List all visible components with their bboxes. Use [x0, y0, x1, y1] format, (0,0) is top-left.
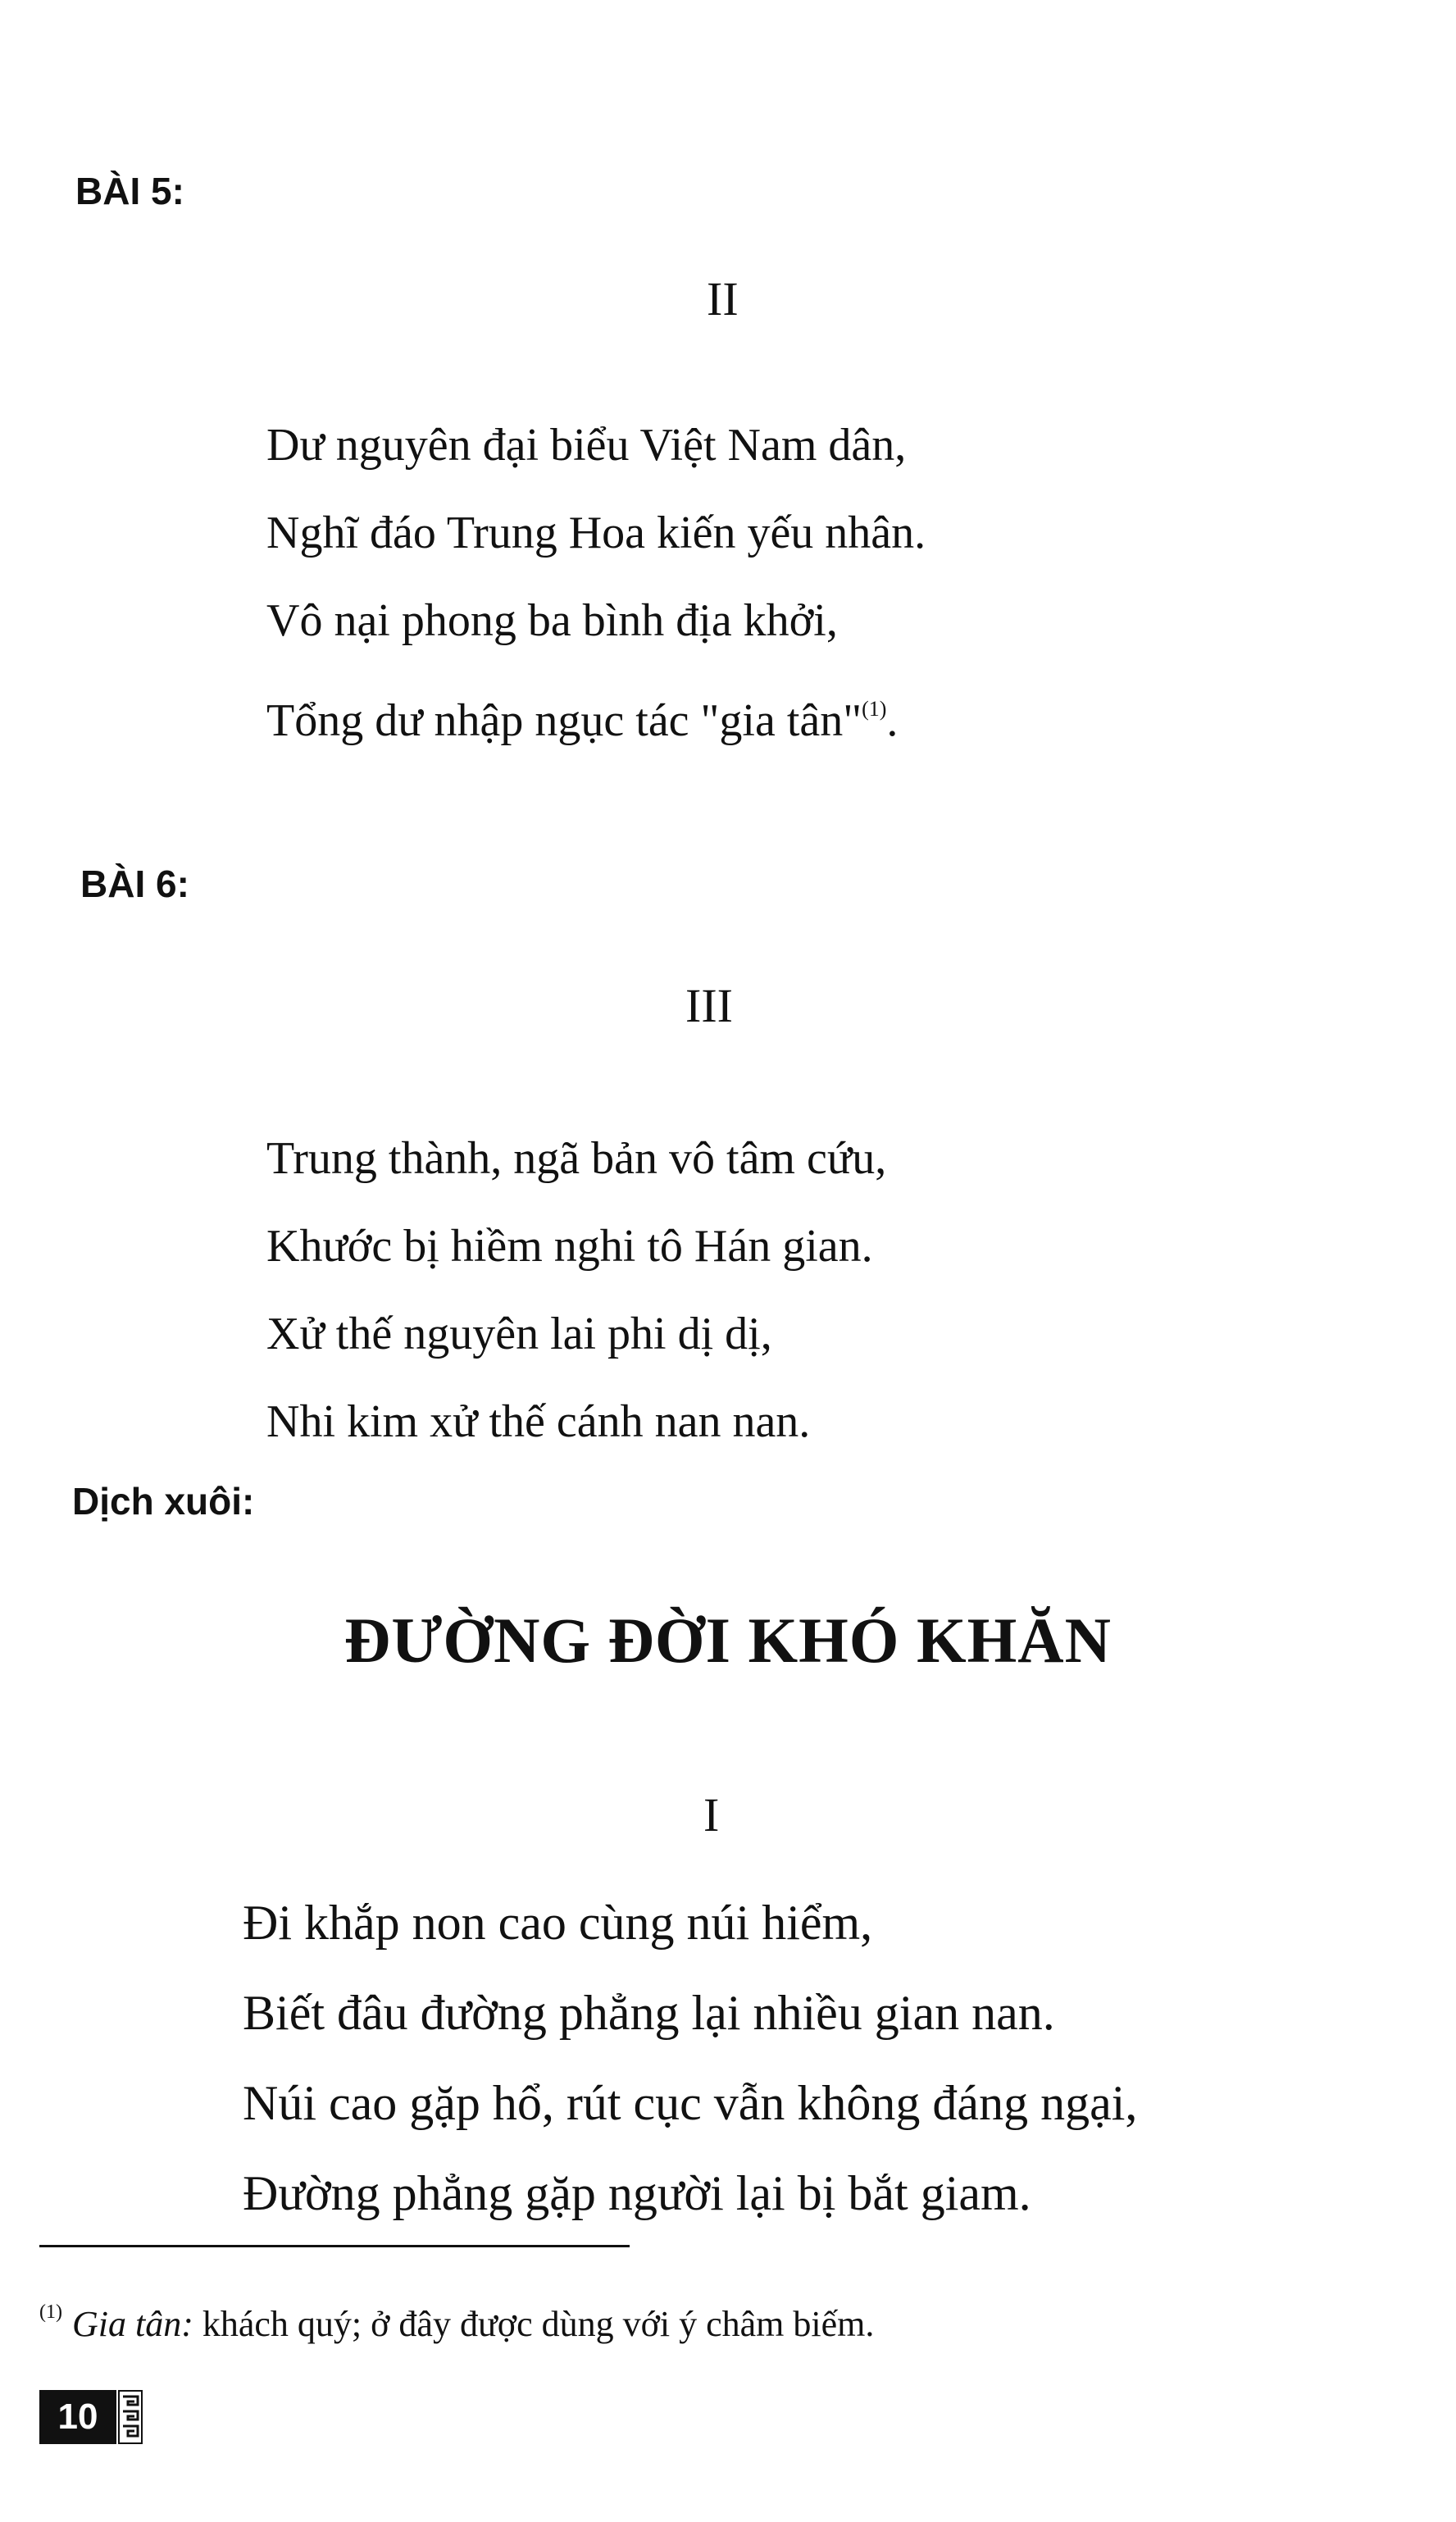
poem-line: Biết đâu đường phẳng lại nhiều gian nan. — [243, 1986, 1055, 2040]
footnote — [39, 2302, 874, 2342]
poem-line: Núi cao gặp hổ, rút cục vẫn không đáng ngại, — [243, 2076, 1138, 2130]
bai5-numeral: II — [707, 272, 739, 325]
poem-line: Vô nại phong ba bình địa khởi, — [266, 595, 838, 646]
bai6-label: BÀI 6: — [80, 863, 189, 905]
poem-line-punct: . — [886, 695, 899, 746]
translation-poem — [243, 1878, 1137, 2238]
page-number: 10 — [39, 2390, 116, 2444]
poem-line: Khước bị hiềm nghi tô Hán gian. — [266, 1221, 873, 1272]
footnote-ref: (1) — [862, 697, 887, 721]
translation-numeral: I — [703, 1788, 720, 1841]
poem5 — [266, 402, 926, 765]
footnote-marker: (1) — [39, 2301, 62, 2323]
bai5-label: BÀI 5: — [75, 170, 184, 212]
bai6-numeral: III — [685, 979, 733, 1032]
page-ornament-icon — [118, 2390, 143, 2444]
poem-line: Đi khắp non cao cùng núi hiểm, — [243, 1896, 873, 1950]
translation-title: ĐƯỜNG ĐỜI KHÓ KHĂN — [344, 1605, 1112, 1676]
poem-line: Xử thế nguyên lai phi dị dị, — [266, 1309, 772, 1359]
poem-line: Trung thành, ngã bản vô tâm cứu, — [266, 1133, 887, 1184]
poem-line: Dư nguyên đại biểu Việt Nam dân, — [266, 420, 907, 471]
poem-line-text: Tổng dư nhập ngục tác "gia tân" — [266, 695, 862, 746]
poem6 — [266, 1115, 886, 1466]
footnote-text: khách quý; ở đây được dùng với ý châm biếm. — [193, 2304, 875, 2344]
poem-line: Nghĩ đáo Trung Hoa kiến yếu nhân. — [266, 508, 926, 558]
poem-line: Đường phẳng gặp người lại bị bắt giam. — [243, 2166, 1031, 2220]
footnote-divider — [39, 2245, 630, 2247]
poem-line: Nhi kim xử thế cánh nan nan. — [266, 1396, 811, 1447]
translation-label: Dịch xuôi: — [72, 1480, 255, 1523]
footnote-term: Gia tân: — [71, 2304, 193, 2344]
poem-line — [266, 665, 926, 765]
